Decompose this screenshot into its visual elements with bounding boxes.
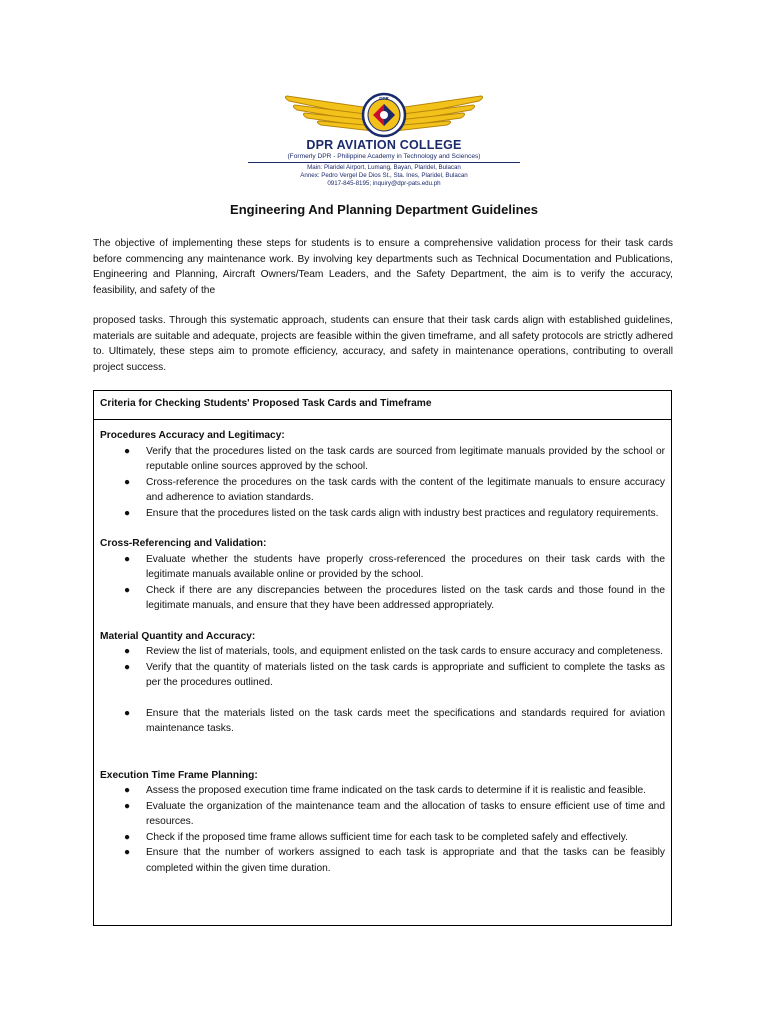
list-item: ● Verify that the procedures listed on the task cards are sourced from legitimate manuals provided by the school or reputable online sources approved by the school. [124,445,665,472]
list-item: ● Assess the proposed execution time frame indicated on the task cards to determine if it is realistic and feasible. [100,783,665,799]
college-wings-logo [281,90,487,140]
list-item: ● Cross-reference the procedures on the task cards with the content of the legitimate manuals to ensure accuracy and adherence to aviation standards. [124,476,665,503]
criteria-table [93,390,672,926]
list-item: ● Evaluate whether the students have properly cross-referenced the procedures on their task cards with the legitimate manuals available online or provided by the school. [124,553,665,580]
contact-info: 0917-845-8195; inquiry@dpr-pats.edu.ph [327,179,441,187]
bullet-icon: ● [124,584,131,596]
list-item: ● Ensure that the procedures listed on the task cards align with industry best practices and regulatory requirements. [100,506,665,522]
bullet-icon: ● [124,646,131,657]
list-item: ● Evaluate the organization of the maintenance team and the allocation of tasks to ensure efficient use of time and resources. [124,800,665,827]
bullet-icon: ● [124,661,131,673]
letterhead [248,90,520,196]
section-title: Execution Time Frame Planning: [100,769,258,781]
document-title: Engineering And Planning Department Guidelines [230,202,538,217]
criteria-section [100,768,665,877]
list-item: ● Ensure that the materials listed on the task cards meet the specifications and standards required for aviation maintenance tasks. [124,707,665,734]
college-seal-icon [363,94,405,136]
list-item: ● Review the list of materials, tools, and equipment enlisted on the task cards to ensure accuracy and completeness. [100,644,665,660]
address-annex: Annex: Pedro Vergel De Dios St., Sta. Ines, Plaridel, Bulacan [300,171,468,179]
intro-paragraph: The objective of implementing these steps for students is to ensure a comprehensive validation process for their task cards before commencing any maintenance work. By involving key departments such as Technical Documentation and Publications, Engineering and Planning, Aircraft Owners/Team Leaders, and the Safety Department, the aim is to verify the accuracy, feasibility, and safety of the [93,238,673,296]
list-item: ● Verify that the quantity of materials listed on the task cards is appropriate and sufficient to complete the tasks as per the procedures outlined. [124,661,665,688]
bullet-icon: ● [124,800,131,812]
college-former-name: (Formerly DPR - Philippine Academy in Technology and Sciences) [287,153,481,160]
list-item: ● Ensure that the number of workers assigned to each task is appropriate and that the tasks can be feasibly completed within the given time duration. [124,847,665,874]
section-title: Cross-Referencing and Validation: [100,538,267,549]
criteria-table-body [94,420,671,876]
address-main: Main: Plaridel Airport, Lumang, Bayan, Plaridel, Bulacan [307,164,461,171]
criteria-section [100,629,665,737]
svg-text:DPR: DPR [379,96,389,101]
bullet-icon: ● [124,553,131,565]
bullet-icon: ● [124,707,131,719]
list-item: ● Check if the proposed time frame allows sufficient time for each task to be completed safely and effectively. [100,830,665,846]
criteria-section [100,428,665,521]
bullet-icon: ● [124,831,131,843]
college-name: DPR AVIATION COLLEGE [306,138,462,152]
continuation-paragraph: proposed tasks. Through this systematic approach, students can ensure that their task cards align with established guidelines, materials are suitable and adequate, projects are feasible within the given timeframe, and all safety protocols are strictly adhered to. Ultimately, these steps aim to promote efficiency, accuracy, and safety in maintenance operations, contributing to overall project success. [93,315,673,373]
criteria-section [100,536,665,614]
bullet-icon: ● [124,476,131,488]
section-title: Material Quantity and Accuracy: [100,630,256,642]
header-divider [248,162,520,163]
criteria-table-header: Criteria for Checking Students' Proposed Task Cards and Timeframe [94,391,671,420]
bullet-icon: ● [124,445,131,457]
list-item: ● Check if there are any discrepancies between the procedures listed on the task cards and those found in the legitimate manuals, and ensure that they have been addressed appropriately. [124,584,665,611]
bullet-icon: ● [124,785,131,796]
bullet-icon: ● [124,847,131,858]
bullet-icon: ● [124,507,131,519]
section-title: Procedures Accuracy and Legitimacy: [100,430,285,441]
